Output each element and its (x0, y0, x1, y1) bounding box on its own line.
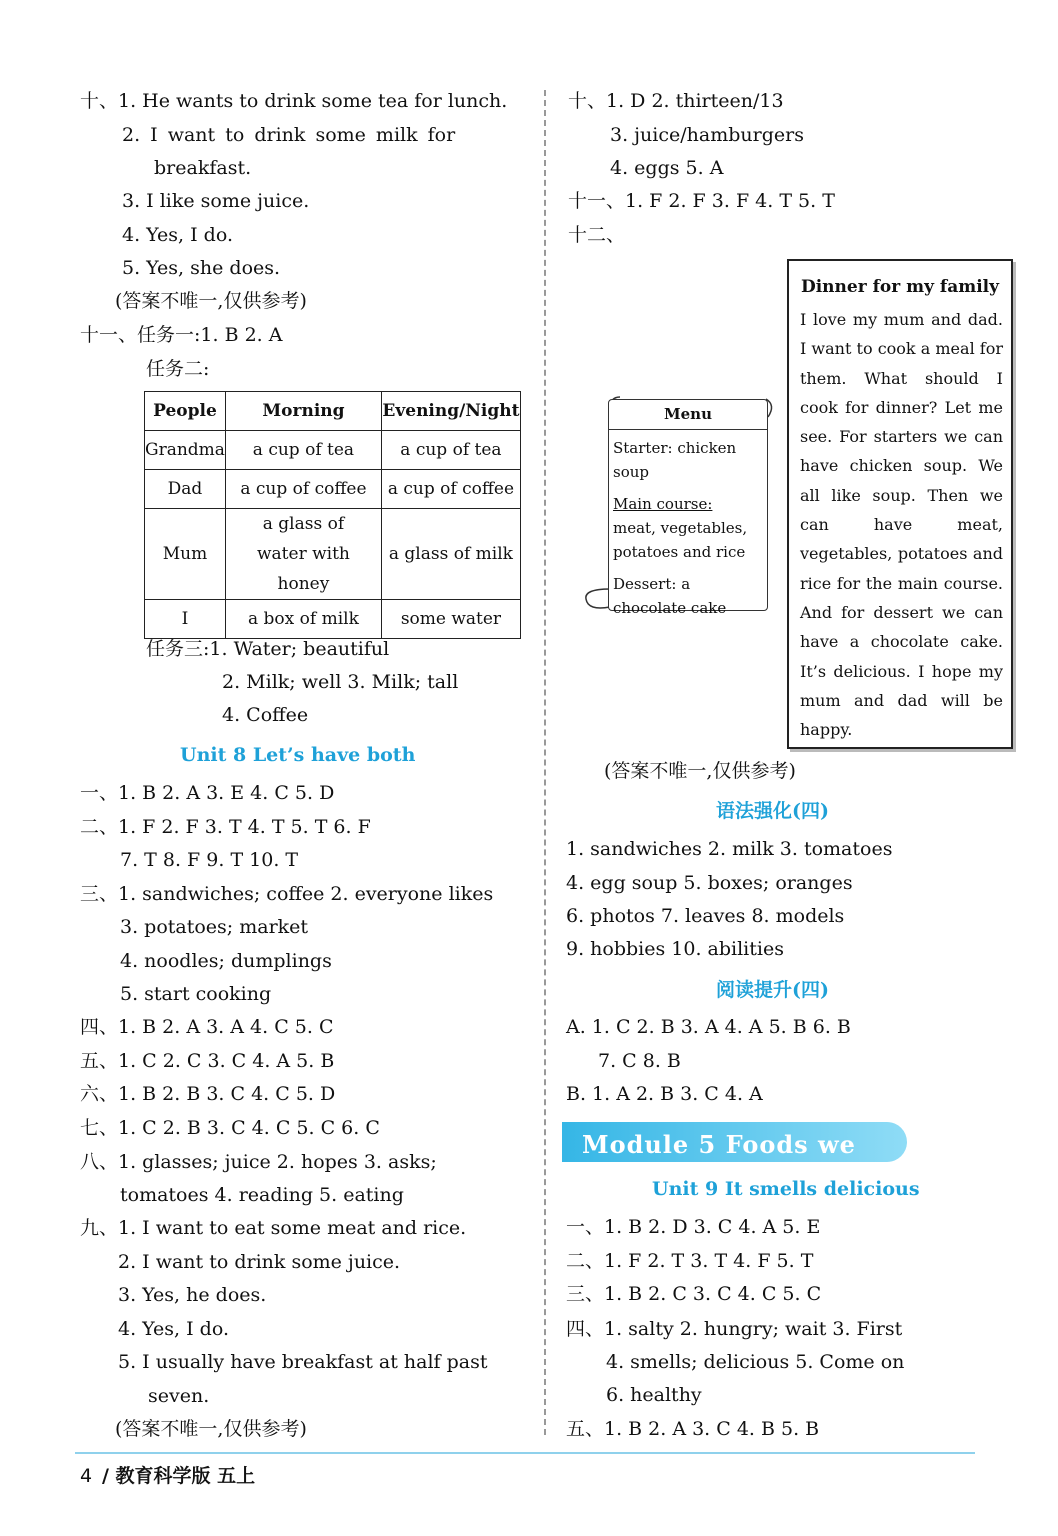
answer-line: 4. smells; delicious 5. Come on (606, 1351, 905, 1373)
table-row (145, 470, 521, 509)
answer-line: 4. eggs 5. A (610, 157, 724, 179)
answer-line: 四、1. salty 2. hungry; wait 3. First (566, 1318, 903, 1340)
menu-body (608, 399, 768, 617)
answer-line: 七、1. C 2. B 3. C 4. C 5. C 6. C (80, 1117, 380, 1139)
answer-line: 十、1. He wants to drink some tea for lunch. (80, 90, 508, 112)
section-heading: 语法强化(四) (716, 800, 829, 822)
answer-line: 9. hobbies 10. abilities (566, 938, 784, 960)
table-header: Evening/Night (381, 392, 520, 431)
answer-line: 九、1. I want to eat some meat and rice. (80, 1217, 467, 1239)
note: (答案不唯一,仅供参考) (115, 290, 307, 312)
module-banner (562, 1122, 907, 1188)
drinks-table (144, 391, 521, 639)
answer-line: 一、1. B 2. A 3. E 4. C 5. D (80, 782, 335, 804)
answer-line: A. 1. C 2. B 3. A 4. A 5. B 6. B (566, 1016, 851, 1038)
module-title: Module 5 Foods we need (582, 1130, 856, 1188)
answer-line: 2. I want to drink some juice. (118, 1251, 401, 1273)
answer-line: 二、1. F 2. F 3. T 4. T 5. T 6. F (80, 816, 371, 838)
answer-line: 五、1. C 2. C 3. C 4. A 5. B (80, 1050, 335, 1072)
answer-line: 4. egg soup 5. boxes; oranges (566, 872, 853, 894)
answer-line: 2. Milk; well 3. Milk; tall (222, 671, 459, 693)
table-header-row (145, 392, 521, 431)
answer-line: breakfast. (154, 157, 252, 179)
table-cell: a cup of tea (381, 431, 520, 470)
answer-line: 7. C 8. B (598, 1050, 681, 1072)
answer-line: 十一、1. F 2. F 3. F 4. T 5. T (568, 190, 835, 212)
table-row (145, 600, 521, 639)
menu-scroll (580, 393, 775, 615)
table-row (145, 509, 521, 600)
table-cell: Dad (145, 470, 226, 509)
table-cell: a cup of coffee (225, 470, 381, 509)
answer-line: 五、1. B 2. A 3. C 4. B 5. B (566, 1418, 820, 1440)
essay-text: I love my mum and dad. I want to cook a meal for them. What should I cook for dinner? Let me see. For starters we can have chicken soup. We all like soup. Then we can have meat, vegetables, potatoes and rice for the main course. And for dessert we can have a chocolate cake. It’s delicious. I hope my mum and dad will be happy. (800, 310, 1003, 740)
table-cell: a glass of water with honey (225, 509, 381, 600)
answer-line: 4. noodles; dumplings (120, 950, 332, 972)
menu-title: Menu (664, 405, 712, 423)
table-cell: a cup of tea (225, 431, 381, 470)
answer-line: 5. Yes, she does. (122, 257, 281, 279)
answer-line: 3. juice/hamburgers (610, 124, 804, 146)
answer-line: 4. Coffee (222, 704, 309, 726)
answer-line: 四、1. B 2. A 3. A 4. C 5. C (80, 1016, 334, 1038)
answer-line: 任务三:1. Water; beautiful (146, 638, 390, 660)
book-edition: / 教育科学版 五上 (102, 1465, 256, 1487)
answer-line: B. 1. A 2. B 3. C 4. A (566, 1083, 763, 1105)
answer-line: 二、1. F 2. T 3. T 4. F 5. T (566, 1250, 814, 1272)
answer-line: 4. Yes, I do. (118, 1318, 229, 1340)
page-number: 4 (80, 1465, 93, 1487)
table-cell: a box of milk (225, 600, 381, 639)
answer-line: 2. I want to drink some milk for (122, 124, 456, 146)
answer-line: 八、1. glasses; juice 2. hopes 3. asks; (80, 1151, 437, 1173)
answer-line: 1. sandwiches 2. milk 3. tomatoes (566, 838, 893, 860)
table-row (145, 431, 521, 470)
table-header: People (145, 392, 226, 431)
answer-line: 5. I usually have breakfast at half past (118, 1351, 488, 1373)
menu-starter: Starter: chicken soup (613, 439, 737, 481)
answer-line: 三、1. B 2. C 3. C 4. C 5. C (566, 1283, 822, 1305)
answer-line: 六、1. B 2. B 3. C 4. C 5. D (80, 1083, 336, 1105)
menu-main-label: Main course: (613, 495, 713, 513)
dinner-essay-box (787, 259, 1013, 749)
table-header: Morning (225, 392, 381, 431)
table-cell: Mum (145, 509, 226, 600)
menu-main: meat, vegetables, potatoes and rice (613, 519, 748, 561)
answer-line: 3. I like some juice. (122, 190, 310, 212)
answer-line: 十一、任务一:1. B 2. A (80, 324, 283, 346)
note: (答案不唯一,仅供参考) (115, 1418, 307, 1440)
unit-heading: Unit 8 Let’s have both (180, 744, 416, 766)
menu-dessert: Dessert: a chocolate cake (613, 575, 727, 617)
answer-line: 6. photos 7. leaves 8. models (566, 905, 845, 927)
answer-line: 7. T 8. F 9. T 10. T (120, 849, 299, 871)
column-divider (544, 90, 546, 1435)
table-cell: a glass of milk (381, 509, 520, 600)
answer-line: 十二、 (568, 224, 626, 246)
answer-line: 一、1. B 2. D 3. C 4. A 5. E (566, 1216, 821, 1238)
unit-heading: Unit 9 It smells delicious (652, 1178, 920, 1200)
note: (答案不唯一,仅供参考) (604, 760, 796, 782)
essay-title: Dinner for my family (800, 277, 1000, 297)
answer-line: 5. start cooking (120, 983, 272, 1005)
table-cell: I (145, 600, 226, 639)
task-label: 任务二: (146, 358, 210, 380)
answer-line: 三、1. sandwiches; coffee 2. everyone likes (80, 883, 494, 905)
table-cell: a cup of coffee (381, 470, 520, 509)
answer-line: tomatoes 4. reading 5. eating (120, 1184, 404, 1206)
footer-rule (75, 1452, 975, 1454)
answer-line: 3. potatoes; market (120, 916, 309, 938)
section-heading: 阅读提升(四) (716, 979, 829, 1001)
answer-line: seven. (148, 1385, 210, 1407)
answer-line: 6. healthy (606, 1384, 702, 1406)
answer-line: 4. Yes, I do. (122, 224, 233, 246)
table-cell: some water (381, 600, 520, 639)
answer-line: 3. Yes, he does. (118, 1284, 267, 1306)
table-cell: Grandma (145, 431, 226, 470)
answer-line: 十、1. D 2. thirteen/13 (568, 90, 784, 112)
